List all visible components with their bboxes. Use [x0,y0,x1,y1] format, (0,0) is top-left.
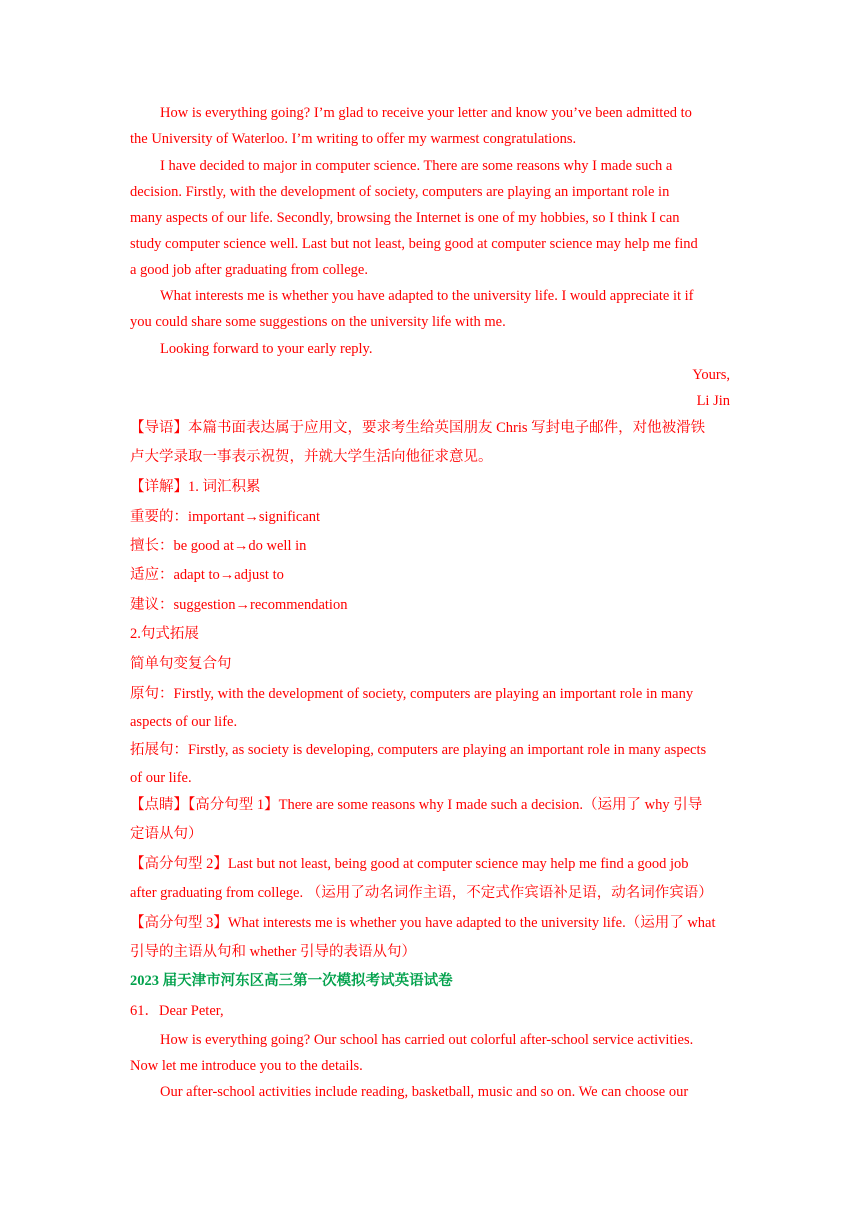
analysis-intro-line1: 【导语】本篇书面表达属于应用文，要求考生给英国朋友 Chris 写封电子邮件，对他被滑铁 [130,420,706,436]
letter1-para1-line1: How is everything going? I’m glad to receive your letter and know you’ve been admitted to [160,105,692,121]
sentence-subtitle: 简单句变复合句 [130,656,232,672]
letter1-para1-line2: the University of Waterloo. I’m writing to offer my warmest congratulations. [130,131,577,147]
analysis-detail-title: 【详解】1. 词汇积累 [130,479,261,495]
vocab-item: 建议：suggestion→recommendation [130,597,348,613]
letter1-signature: Li Jin [696,393,730,409]
letter1-para3-line1: What interests me is whether you have adapted to the university life. I would appreciate it if [160,288,694,304]
letter1-para2-line4: study computer science well. Last but not least, being good at computer science may help me find [130,236,698,252]
letter1-closing: Yours, [692,367,730,383]
section-heading: 2023 届天津市河东区高三第一次模拟考试英语试卷 [130,973,453,989]
letter2-para1-line2: Now let me introduce you to the details. [130,1058,363,1074]
point1-line1: 【点睛】【高分句型 1】There are some reasons why I made such a decision.（运用了 why 引导 [130,797,703,813]
point1-line2: 定语从句） [130,826,203,842]
point2-line1: 【高分句型 2】Last but not least, being good at computer science may help me find a good job [130,856,689,872]
vocab-item: 擅长：be good at→do well in [130,538,307,554]
vocab-item: 重要的：important→significant [130,509,321,525]
letter1-para2-line3: many aspects of our life. Secondly, browsing the Internet is one of my hobbies, so I think I can [130,210,680,226]
original-sentence-line1: 原句：Firstly, with the development of society, computers are playing an important role in many [130,686,694,702]
letter1-para3-line2: you could share some suggestions on the university life with me. [130,314,506,330]
letter2-para1-line1: How is everything going? Our school has carried out colorful after-school service activities. [160,1032,694,1048]
expanded-sentence-line1: 拓展句：Firstly, as society is developing, computers are playing an important role in many aspects [130,742,707,758]
expanded-sentence-line2: of our life. [130,770,192,786]
vocab-item: 适应：adapt to→adjust to [130,567,284,583]
letter2-number-greeting: 61．Dear Peter, [130,1003,224,1019]
point3-line1: 【高分句型 3】What interests me is whether you have adapted to the university life.（运用了 what [130,915,716,931]
original-sentence-line2: aspects of our life. [130,714,238,730]
letter2-para2-line1: Our after-school activities include reading, basketball, music and so on. We can choose our [160,1084,689,1100]
letter1-para2-line1: I have decided to major in computer science. There are some reasons why I made such a [160,158,673,174]
letter1-para2-line2: decision. Firstly, with the development of society, computers are playing an important role in [130,184,670,200]
analysis-intro-line2: 卢大学录取一事表示祝贺，并就大学生活向他征求意见。 [130,449,493,465]
letter1-para2-line5: a good job after graduating from college. [130,262,368,278]
sentence-title: 2.句式拓展 [130,626,199,642]
letter1-para4: Looking forward to your early reply. [160,341,373,357]
point3-line2: 引导的主语从句和 whether 引导的表语从句） [130,944,416,960]
point2-line2: after graduating from college. （运用了动名词作主语，不定式作宾语补足语，动名词作宾语） [130,885,713,901]
